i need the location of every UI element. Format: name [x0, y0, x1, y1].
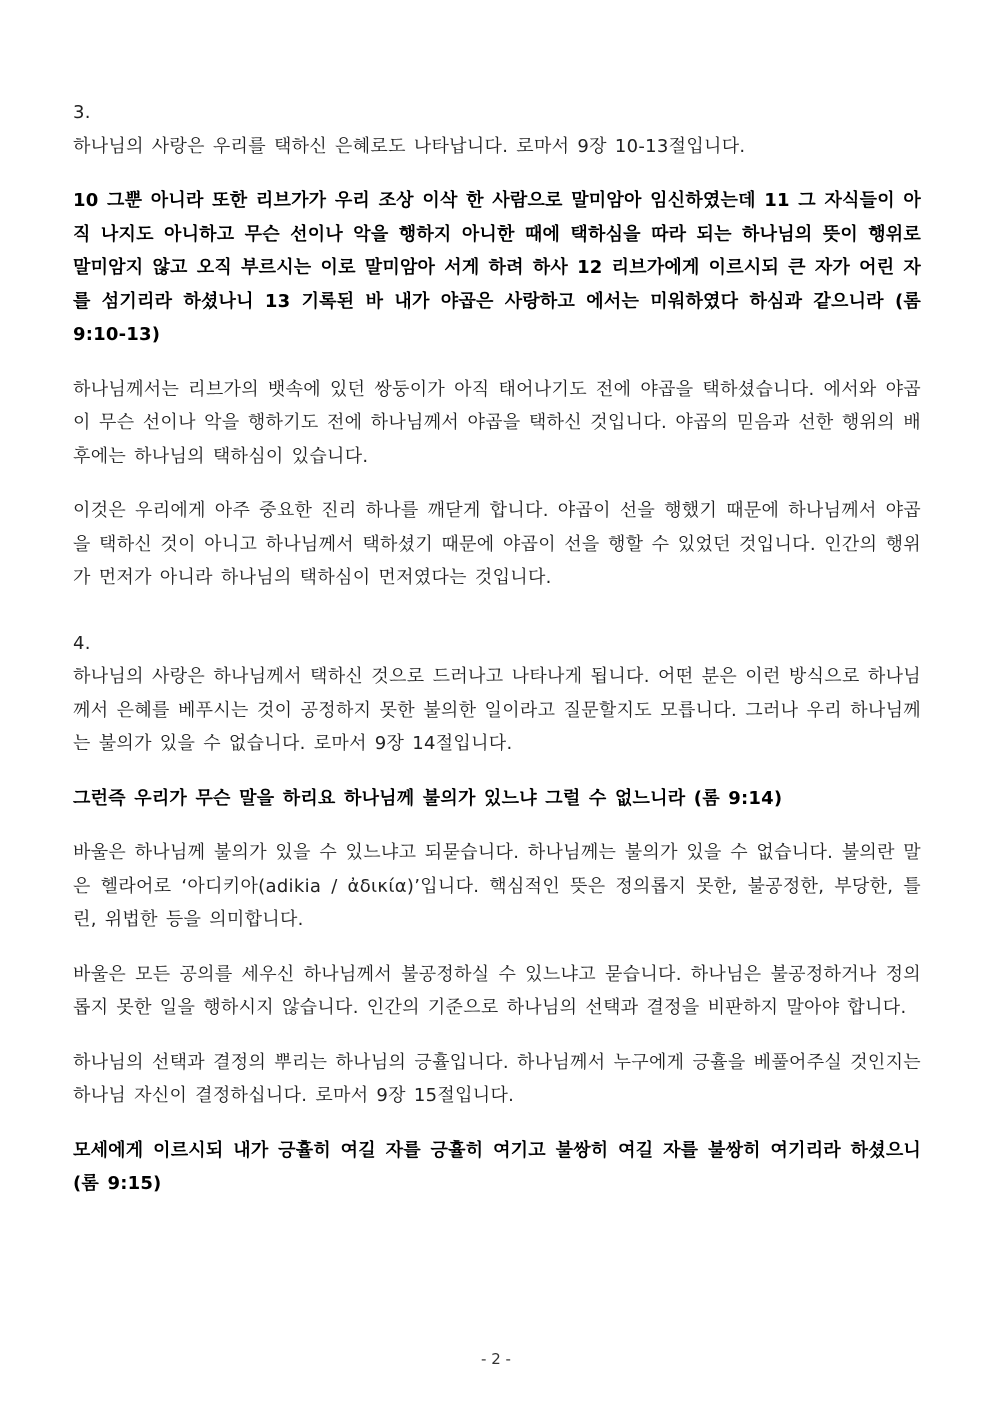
spacer [73, 595, 921, 627]
spacer [73, 1025, 921, 1046]
spacer [73, 937, 921, 958]
scripture-quote: 10 그뿐 아니라 또한 리브가가 우리 조상 이삭 한 사람으로 말미암아 임신하였는데 11 그 자식들이 아직 나지도 아니하고 무슨 선이나 악을 행하지 아니한 때에 택하심을 따라 되는 하나님의 뜻이 행위로 말미암지 않고 오직 부르시는 이로 말미암아 서게 하려 하사 12 리브가에게 이르시되 큰 자가 어린 자를 섬기리라 하셨나니 13 기록된 바 내가 야곱은 사랑하고 에서는 미워하였다 하심과 같으니라 (롬 9:10-13) [73, 190, 921, 345]
paragraph: 하나님께서는 리브가의 뱃속에 있던 쌍둥이가 아직 태어나기도 전에 야곱을 택하셨습니다. 에서와 야곱이 무슨 선이나 악을 행하기도 전에 하나님께서 야곱을 택하신 것입니다. 야곱의 믿음과 선한 행위의 배후에는 하나님의 택하심이 있습니다. [73, 378, 921, 467]
page-number: - 2 - [481, 1350, 511, 1368]
section-number: 4. [73, 632, 91, 654]
paragraph: 하나님의 선택과 결정의 뿌리는 하나님의 긍휼입니다. 하나님께서 누구에게 긍휼을 베풀어주실 것인지는 하나님 자신이 결정하십니다. 로마서 9장 15절입니다. [73, 1051, 921, 1106]
scripture-quote: 모세에게 이르시되 내가 긍휼히 여길 자를 긍휼히 여기고 불쌍히 여길 자를 불쌍히 여기리라 하셨으니 (롬 9:15) [73, 1139, 921, 1194]
paragraph: 바울은 모든 공의를 세우신 하나님께서 불공정하실 수 있느냐고 묻습니다. 하나님은 불공정하거나 정의롭지 못한 일을 행하시지 않습니다. 인간의 기준으로 하나님의 선택과 결정을 비판하지 말아야 합니다. [73, 963, 921, 1018]
scripture-quote: 그런즉 우리가 무슨 말을 하리요 하나님께 불의가 있느냐 그럴 수 없느니라 (롬 9:14) [73, 787, 783, 809]
spacer [73, 761, 921, 782]
spacer [73, 163, 921, 184]
paragraph: 바울은 하나님께 불의가 있을 수 있느냐고 되묻습니다. 하나님께는 불의가 있을 수 없습니다. 불의란 말은 헬라어로 ‘아디키아(adikia / ἀδικία)’입니다. 핵심적인 뜻은 정의롭지 못한, 불공정한, 부당한, 틀린, 위법한 등을 의미합니다. [73, 842, 921, 930]
spacer [73, 352, 921, 373]
paragraph: 하나님의 사랑은 우리를 택하신 은혜로도 나타납니다. 로마서 9장 10-13절입니다. [73, 135, 746, 157]
document-body [73, 96, 921, 1201]
paragraph: 이것은 우리에게 아주 중요한 진리 하나를 깨닫게 합니다. 야곱이 선을 행했기 때문에 하나님께서 야곱을 택하신 것이 아니고 하나님께서 택하셨기 때문에 야곱이 선을 행할 수 있었던 것입니다. 인간의 행위가 먼저가 아니라 하나님의 택하심이 먼저였다는 것입니다. [73, 500, 921, 588]
section-number: 3. [73, 102, 91, 123]
paragraph: 하나님의 사랑은 하나님께서 택하신 것으로 드러나고 나타나게 됩니다. 어떤 분은 이런 방식으로 하나님께서 은혜를 베푸시는 것이 공정하지 못한 불의한 일이라고 질문할지도 모릅니다. 그러나 우리 하나님께는 불의가 있을 수 없습니다. 로마서 9장 14절입니다. [73, 666, 921, 754]
spacer [73, 1113, 921, 1134]
spacer [73, 473, 921, 494]
spacer [73, 815, 921, 836]
